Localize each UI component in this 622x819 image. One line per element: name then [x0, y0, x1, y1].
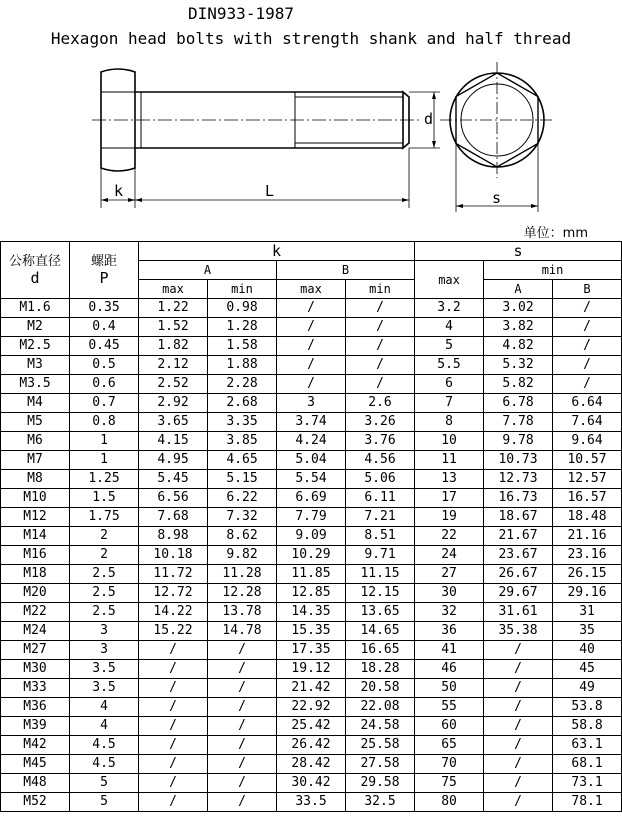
cell-p: 0.35 — [70, 299, 139, 318]
cell-kBmax: 6.69 — [277, 489, 346, 508]
k-label: k — [114, 182, 124, 200]
cell-d: M52 — [1, 793, 70, 812]
cell-smax: 13 — [415, 470, 484, 489]
cell-kAmax: / — [139, 717, 208, 736]
cell-sminA: / — [484, 717, 553, 736]
cell-kBmin: 22.08 — [346, 698, 415, 717]
table-row — [1, 603, 622, 622]
cell-kBmax: 5.04 — [277, 451, 346, 470]
cell-kBmin: 14.65 — [346, 622, 415, 641]
cell-smax: 10 — [415, 432, 484, 451]
table-row — [1, 299, 622, 318]
cell-sminB: 10.57 — [553, 451, 622, 470]
cell-p: 3.5 — [70, 660, 139, 679]
cell-kBmax: 30.42 — [277, 774, 346, 793]
table-row — [1, 432, 622, 451]
cell-sminA: 6.78 — [484, 394, 553, 413]
cell-sminB: 18.48 — [553, 508, 622, 527]
cell-smax: 22 — [415, 527, 484, 546]
cell-sminA: / — [484, 774, 553, 793]
cell-kBmax: 11.85 — [277, 565, 346, 584]
cell-d: M33 — [1, 679, 70, 698]
cell-kBmin: 6.11 — [346, 489, 415, 508]
cell-sminB: 63.1 — [553, 736, 622, 755]
cell-p: 2 — [70, 527, 139, 546]
cell-p: 0.4 — [70, 318, 139, 337]
cell-kBmin: 4.56 — [346, 451, 415, 470]
cell-d: M3 — [1, 356, 70, 375]
table-row — [1, 584, 622, 603]
header-pitch: 螺距 P — [70, 242, 139, 299]
cell-kAmax: / — [139, 641, 208, 660]
cell-smax: 36 — [415, 622, 484, 641]
cell-sminA: 26.67 — [484, 565, 553, 584]
cell-kAmax: 1.52 — [139, 318, 208, 337]
cell-kAmin: 13.78 — [208, 603, 277, 622]
cell-p: 1.75 — [70, 508, 139, 527]
table-row — [1, 527, 622, 546]
cell-kBmax: 7.79 — [277, 508, 346, 527]
dimension-table — [0, 241, 622, 812]
cell-d: M24 — [1, 622, 70, 641]
cell-kAmin: / — [208, 736, 277, 755]
cell-sminB: 58.8 — [553, 717, 622, 736]
cell-d: M7 — [1, 451, 70, 470]
cell-kBmax: 17.35 — [277, 641, 346, 660]
cell-kAmin: 7.32 — [208, 508, 277, 527]
cell-kBmax: 3 — [277, 394, 346, 413]
cell-kAmin: 3.35 — [208, 413, 277, 432]
cell-kAmin: 0.98 — [208, 299, 277, 318]
header-k: k — [139, 242, 415, 261]
cell-p: 3 — [70, 641, 139, 660]
cell-kAmin: 1.28 — [208, 318, 277, 337]
cell-kAmax: 2.52 — [139, 375, 208, 394]
cell-kBmax: 19.12 — [277, 660, 346, 679]
cell-smax: 75 — [415, 774, 484, 793]
table-row — [1, 717, 622, 736]
cell-smax: 32 — [415, 603, 484, 622]
cell-d: M2 — [1, 318, 70, 337]
cell-smax: 55 — [415, 698, 484, 717]
cell-kAmin: 5.15 — [208, 470, 277, 489]
cell-kBmin: / — [346, 375, 415, 394]
cell-kAmax: 1.22 — [139, 299, 208, 318]
cell-sminA: / — [484, 755, 553, 774]
table-row — [1, 698, 622, 717]
cell-sminA: 35.38 — [484, 622, 553, 641]
cell-kBmax: 15.35 — [277, 622, 346, 641]
cell-sminA: 21.67 — [484, 527, 553, 546]
cell-kAmax: 4.15 — [139, 432, 208, 451]
cell-kBmax: 14.35 — [277, 603, 346, 622]
cell-p: 0.5 — [70, 356, 139, 375]
cell-kAmax: 2.12 — [139, 356, 208, 375]
cell-sminA: 31.61 — [484, 603, 553, 622]
cell-sminB: 6.64 — [553, 394, 622, 413]
cell-smax: 11 — [415, 451, 484, 470]
cell-kAmax: 7.68 — [139, 508, 208, 527]
cell-kBmax: 9.09 — [277, 527, 346, 546]
cell-kAmin: / — [208, 679, 277, 698]
header-k-A: A — [139, 261, 277, 280]
cell-kAmax: 15.22 — [139, 622, 208, 641]
cell-p: 4 — [70, 717, 139, 736]
cell-smax: 7 — [415, 394, 484, 413]
cell-d: M10 — [1, 489, 70, 508]
cell-d: M22 — [1, 603, 70, 622]
cell-sminB: 68.1 — [553, 755, 622, 774]
table-row — [1, 413, 622, 432]
cell-kAmin: 1.88 — [208, 356, 277, 375]
header-s-max: max — [415, 261, 484, 299]
cell-sminB: 9.64 — [553, 432, 622, 451]
table-row — [1, 451, 622, 470]
cell-kBmin: 16.65 — [346, 641, 415, 660]
cell-kBmax: / — [277, 356, 346, 375]
cell-kBmax: 28.42 — [277, 755, 346, 774]
cell-kAmin: 3.85 — [208, 432, 277, 451]
cell-p: 1 — [70, 451, 139, 470]
cell-kAmin: / — [208, 774, 277, 793]
d-label: d — [424, 110, 434, 128]
cell-kBmax: / — [277, 375, 346, 394]
cell-smax: 5 — [415, 337, 484, 356]
cell-smax: 27 — [415, 565, 484, 584]
cell-sminB: 7.64 — [553, 413, 622, 432]
cell-sminA: 5.82 — [484, 375, 553, 394]
table-row — [1, 508, 622, 527]
cell-smax: 41 — [415, 641, 484, 660]
cell-kAmax: 5.45 — [139, 470, 208, 489]
cell-sminB: 45 — [553, 660, 622, 679]
cell-d: M27 — [1, 641, 70, 660]
cell-kAmin: 6.22 — [208, 489, 277, 508]
cell-sminA: 23.67 — [484, 546, 553, 565]
cell-kBmin: 8.51 — [346, 527, 415, 546]
s-label: s — [492, 189, 502, 207]
cell-d: M42 — [1, 736, 70, 755]
cell-kAmin: 9.82 — [208, 546, 277, 565]
L-label: L — [265, 182, 275, 200]
cell-sminB: / — [553, 299, 622, 318]
cell-kBmax: 33.5 — [277, 793, 346, 812]
cell-p: 2.5 — [70, 565, 139, 584]
cell-kAmin: / — [208, 641, 277, 660]
cell-sminB: / — [553, 337, 622, 356]
cell-p: 1 — [70, 432, 139, 451]
cell-kBmax: 26.42 — [277, 736, 346, 755]
cell-p: 5 — [70, 793, 139, 812]
cell-kAmax: 6.56 — [139, 489, 208, 508]
cell-smax: 50 — [415, 679, 484, 698]
cell-kAmin: 8.62 — [208, 527, 277, 546]
table-row — [1, 660, 622, 679]
cell-smax: 60 — [415, 717, 484, 736]
cell-kBmin: / — [346, 299, 415, 318]
unit-label: 单位：mm — [523, 226, 588, 241]
cell-kBmax: / — [277, 337, 346, 356]
cell-kAmax: / — [139, 774, 208, 793]
cell-sminB: 73.1 — [553, 774, 622, 793]
cell-kBmin: 24.58 — [346, 717, 415, 736]
header-s-min-B: B — [553, 280, 622, 299]
cell-sminA: 29.67 — [484, 584, 553, 603]
cell-sminB: 29.16 — [553, 584, 622, 603]
cell-sminA: / — [484, 793, 553, 812]
table-row — [1, 356, 622, 375]
cell-kAmax: 8.98 — [139, 527, 208, 546]
cell-sminA: / — [484, 660, 553, 679]
cell-sminA: 5.32 — [484, 356, 553, 375]
cell-kBmin: 13.65 — [346, 603, 415, 622]
cell-kBmin: 18.28 — [346, 660, 415, 679]
header-nominal-diameter: 公称直径 d — [1, 242, 70, 299]
cell-sminA: / — [484, 641, 553, 660]
cell-sminB: 49 — [553, 679, 622, 698]
cell-kAmax: / — [139, 736, 208, 755]
cell-smax: 30 — [415, 584, 484, 603]
cell-kAmax: 2.92 — [139, 394, 208, 413]
cell-sminA: 12.73 — [484, 470, 553, 489]
cell-d: M6 — [1, 432, 70, 451]
table-row — [1, 774, 622, 793]
standard-description: Hexagon head bolts with strength shank and half thread — [50, 29, 572, 48]
table-row — [1, 622, 622, 641]
cell-d: M12 — [1, 508, 70, 527]
cell-kBmin: 2.6 — [346, 394, 415, 413]
cell-sminA: 9.78 — [484, 432, 553, 451]
cell-sminA: 7.78 — [484, 413, 553, 432]
cell-smax: 3.2 — [415, 299, 484, 318]
cell-smax: 46 — [415, 660, 484, 679]
cell-kBmin: 5.06 — [346, 470, 415, 489]
cell-d: M2.5 — [1, 337, 70, 356]
cell-d: M20 — [1, 584, 70, 603]
table-row — [1, 546, 622, 565]
cell-sminB: 23.16 — [553, 546, 622, 565]
cell-kBmax: 22.92 — [277, 698, 346, 717]
cell-d: M4 — [1, 394, 70, 413]
cell-kAmax: / — [139, 755, 208, 774]
cell-sminB: 35 — [553, 622, 622, 641]
cell-kAmin: 11.28 — [208, 565, 277, 584]
table-row — [1, 394, 622, 413]
cell-kAmax: 12.72 — [139, 584, 208, 603]
cell-p: 0.45 — [70, 337, 139, 356]
cell-kAmax: / — [139, 793, 208, 812]
cell-sminB: 16.57 — [553, 489, 622, 508]
cell-smax: 19 — [415, 508, 484, 527]
cell-kAmin: / — [208, 755, 277, 774]
cell-smax: 65 — [415, 736, 484, 755]
header-s-min-A: A — [484, 280, 553, 299]
cell-smax: 6 — [415, 375, 484, 394]
cell-smax: 8 — [415, 413, 484, 432]
cell-sminB: 12.57 — [553, 470, 622, 489]
cell-sminA: 16.73 — [484, 489, 553, 508]
cell-smax: 5.5 — [415, 356, 484, 375]
cell-d: M14 — [1, 527, 70, 546]
cell-kBmin: 32.5 — [346, 793, 415, 812]
cell-kBmin: 7.21 — [346, 508, 415, 527]
cell-p: 2.5 — [70, 603, 139, 622]
cell-sminA: 18.67 — [484, 508, 553, 527]
cell-d: M45 — [1, 755, 70, 774]
header-s-min: min — [484, 261, 622, 280]
cell-smax: 24 — [415, 546, 484, 565]
cell-sminA: / — [484, 679, 553, 698]
cell-kBmin: 9.71 — [346, 546, 415, 565]
cell-p: 3 — [70, 622, 139, 641]
cell-sminA: 3.02 — [484, 299, 553, 318]
cell-sminB: / — [553, 318, 622, 337]
cell-p: 1.5 — [70, 489, 139, 508]
cell-kAmin: 12.28 — [208, 584, 277, 603]
cell-p: 1.25 — [70, 470, 139, 489]
cell-sminA: / — [484, 736, 553, 755]
cell-smax: 4 — [415, 318, 484, 337]
cell-smax: 17 — [415, 489, 484, 508]
cell-kBmin: 3.26 — [346, 413, 415, 432]
cell-kBmin: / — [346, 356, 415, 375]
table-row — [1, 565, 622, 584]
cell-p: 2.5 — [70, 584, 139, 603]
table-row — [1, 337, 622, 356]
cell-kBmax: 5.54 — [277, 470, 346, 489]
table-row — [1, 375, 622, 394]
header-k-A-min: min — [208, 280, 277, 299]
cell-d: M30 — [1, 660, 70, 679]
cell-kAmax: / — [139, 660, 208, 679]
header-s: s — [415, 242, 622, 261]
cell-kBmin: 25.58 — [346, 736, 415, 755]
cell-kBmin: 29.58 — [346, 774, 415, 793]
cell-sminB: 40 — [553, 641, 622, 660]
cell-sminB: / — [553, 356, 622, 375]
cell-kAmin: / — [208, 793, 277, 812]
cell-kAmin: / — [208, 717, 277, 736]
cell-smax: 80 — [415, 793, 484, 812]
cell-kBmin: / — [346, 337, 415, 356]
cell-d: M18 — [1, 565, 70, 584]
cell-kBmin: 27.58 — [346, 755, 415, 774]
cell-p: 4.5 — [70, 755, 139, 774]
cell-sminB: 31 — [553, 603, 622, 622]
bolt-drawing — [0, 55, 622, 220]
cell-p: 0.6 — [70, 375, 139, 394]
cell-p: 0.8 — [70, 413, 139, 432]
cell-d: M5 — [1, 413, 70, 432]
cell-p: 5 — [70, 774, 139, 793]
cell-sminB: / — [553, 375, 622, 394]
cell-kAmin: / — [208, 698, 277, 717]
table-row — [1, 679, 622, 698]
header-k-B-max: max — [277, 280, 346, 299]
cell-kAmin: 4.65 — [208, 451, 277, 470]
table-row — [1, 470, 622, 489]
cell-p: 2 — [70, 546, 139, 565]
cell-kAmax: 3.65 — [139, 413, 208, 432]
cell-sminA: 10.73 — [484, 451, 553, 470]
cell-kAmax: 14.22 — [139, 603, 208, 622]
cell-kAmin: 2.68 — [208, 394, 277, 413]
table-row — [1, 793, 622, 812]
table-row — [1, 318, 622, 337]
cell-kAmin: 1.58 — [208, 337, 277, 356]
cell-kAmin: 2.28 — [208, 375, 277, 394]
cell-kBmax: 3.74 — [277, 413, 346, 432]
cell-p: 4.5 — [70, 736, 139, 755]
cell-sminA: / — [484, 698, 553, 717]
cell-kBmax: 25.42 — [277, 717, 346, 736]
cell-kBmin: / — [346, 318, 415, 337]
cell-p: 3.5 — [70, 679, 139, 698]
cell-kAmax: 1.82 — [139, 337, 208, 356]
cell-sminB: 78.1 — [553, 793, 622, 812]
cell-kAmin: 14.78 — [208, 622, 277, 641]
table-row — [1, 736, 622, 755]
table-row — [1, 755, 622, 774]
cell-kBmax: / — [277, 299, 346, 318]
cell-d: M3.5 — [1, 375, 70, 394]
cell-kBmax: / — [277, 318, 346, 337]
cell-d: M39 — [1, 717, 70, 736]
cell-sminA: 4.82 — [484, 337, 553, 356]
cell-sminB: 53.8 — [553, 698, 622, 717]
cell-kBmin: 12.15 — [346, 584, 415, 603]
cell-kAmax: 10.18 — [139, 546, 208, 565]
cell-d: M8 — [1, 470, 70, 489]
header-k-B: B — [277, 261, 415, 280]
table-row — [1, 489, 622, 508]
cell-d: M36 — [1, 698, 70, 717]
cell-p: 0.7 — [70, 394, 139, 413]
cell-kAmin: / — [208, 660, 277, 679]
cell-kAmax: 4.95 — [139, 451, 208, 470]
cell-sminA: 3.82 — [484, 318, 553, 337]
cell-kBmax: 10.29 — [277, 546, 346, 565]
header-k-A-max: max — [139, 280, 208, 299]
cell-d: M16 — [1, 546, 70, 565]
cell-d: M48 — [1, 774, 70, 793]
cell-kAmax: / — [139, 698, 208, 717]
cell-kBmin: 11.15 — [346, 565, 415, 584]
table-row — [1, 641, 622, 660]
cell-kBmax: 12.85 — [277, 584, 346, 603]
cell-kBmin: 20.58 — [346, 679, 415, 698]
cell-p: 4 — [70, 698, 139, 717]
cell-sminB: 26.15 — [553, 565, 622, 584]
cell-d: M1.6 — [1, 299, 70, 318]
cell-kBmax: 4.24 — [277, 432, 346, 451]
cell-kAmax: 11.72 — [139, 565, 208, 584]
cell-kAmax: / — [139, 679, 208, 698]
standard-number: DIN933-1987 — [188, 4, 294, 23]
header-k-B-min: min — [346, 280, 415, 299]
cell-kBmin: 3.76 — [346, 432, 415, 451]
cell-kBmax: 21.42 — [277, 679, 346, 698]
cell-smax: 70 — [415, 755, 484, 774]
cell-sminB: 21.16 — [553, 527, 622, 546]
